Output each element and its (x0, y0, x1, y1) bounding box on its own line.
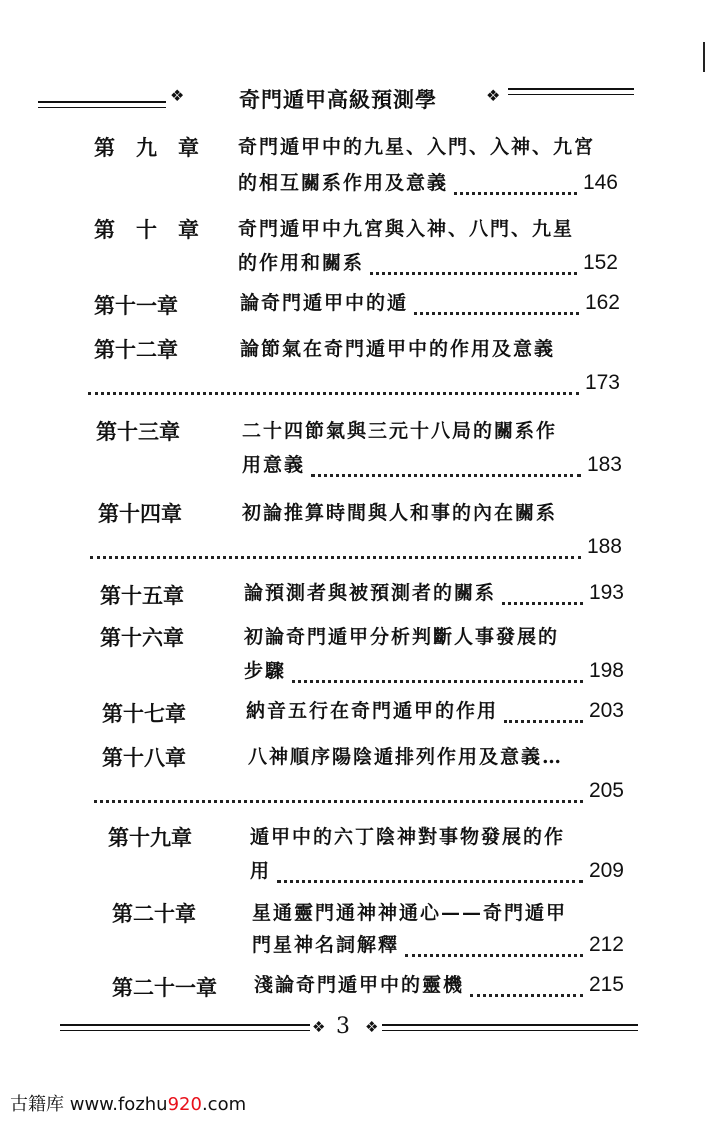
header-rule-right (508, 88, 634, 95)
chapter-title-leader (254, 972, 624, 998)
page-number: 212 (588, 933, 624, 956)
chapter-label: 第 九 章 (94, 135, 199, 160)
chapter-title-line: 奇門遁甲中的九星、入門、入神、九宮 (238, 136, 596, 158)
chapter-title-line: 步驟 (244, 660, 287, 682)
knot-ornament-icon: ❖ (312, 1018, 326, 1036)
chapter-label: 第十一章 (94, 293, 178, 318)
chapter-title-line: 初論推算時間與人和事的內在關系 (242, 502, 558, 524)
chapter-title-line: 用意義 (242, 454, 306, 476)
watermark-url-accent: 920 (167, 1094, 202, 1115)
site-watermark (10, 1090, 246, 1116)
dot-leader (405, 940, 583, 957)
dot-leader (311, 460, 581, 477)
dot-leader (414, 298, 579, 315)
chapter-title-line: 論節氣在奇門遁甲中的作用及意義 (240, 338, 556, 360)
chapter-title-line: 納音五行在奇門遁甲的作用 (246, 700, 499, 722)
dot-leader (370, 258, 577, 275)
page-number: 198 (588, 659, 624, 682)
page-number: 162 (584, 291, 620, 314)
footer-rule-left (60, 1024, 310, 1031)
chapter-title-line: 淺論奇門遁甲中的靈機 (254, 974, 465, 996)
page-number: 146 (582, 171, 618, 194)
chapter-label: 第十八章 (102, 745, 186, 770)
knot-ornament-icon: ❖ (170, 86, 185, 105)
chapter-title-leader (240, 290, 620, 316)
page-number: 193 (588, 581, 624, 604)
chapter-title-leader (244, 580, 624, 606)
running-header (38, 84, 634, 114)
chapter-title-line: 奇門遁甲中九宮與入神、八門、九星 (238, 218, 575, 240)
watermark-url-prefix: www.fozhu (69, 1094, 168, 1115)
scan-edge-mark (703, 42, 705, 72)
page-footer (60, 1014, 638, 1044)
chapter-title-line: 的相互關系作用及意義 (238, 172, 449, 194)
page-number: 205 (588, 779, 624, 802)
chapter-title-line: 論預測者與被預測者的關系 (244, 582, 497, 604)
chapter-title-leader (250, 858, 624, 884)
footer-rule-right (382, 1024, 638, 1031)
dot-leader (90, 542, 581, 559)
watermark-site-name: 古籍库 (10, 1094, 64, 1115)
page-number: 188 (586, 535, 622, 558)
folio-page-number: 3 (336, 1014, 350, 1039)
chapter-title-line: 八神順序陽陰遁排列作用及意義… (248, 746, 564, 768)
chapter-title-leader (90, 534, 622, 560)
chapter-title-leader (88, 370, 620, 396)
dot-leader (94, 786, 583, 803)
chapter-title-line: 的作用和關系 (238, 252, 365, 274)
page-number: 152 (582, 251, 618, 274)
page-number: 183 (586, 453, 622, 476)
chapter-label: 第 十 章 (94, 217, 199, 242)
chapter-title-leader (238, 250, 618, 276)
chapter-title-leader (246, 698, 624, 724)
chapter-label: 第十九章 (108, 825, 192, 850)
chapter-label: 第十七章 (102, 701, 186, 726)
watermark-url-suffix: .com (201, 1094, 247, 1115)
chapter-label: 第十三章 (96, 419, 180, 444)
chapter-title-leader (238, 170, 618, 196)
header-rule-left (38, 101, 166, 108)
chapter-title-line: 用 (250, 860, 272, 882)
dot-leader (504, 706, 583, 723)
chapter-title-line: 二十四節氣與三元十八局的關系作 (242, 420, 558, 442)
dot-leader (454, 178, 577, 195)
chapter-title-line: 星通靈門通神神通心——奇門遁甲 (252, 902, 568, 924)
chapter-label: 第十五章 (100, 583, 184, 608)
chapter-title-leader (242, 452, 622, 478)
chapter-label: 第二十章 (112, 901, 196, 926)
chapter-title-line: 遁甲中的六丁陰神對事物發展的作 (250, 826, 566, 848)
chapter-label: 第二十一章 (112, 975, 217, 1000)
chapter-title-line: 初論奇門遁甲分析判斷人事發展的 (244, 626, 560, 648)
dot-leader (502, 588, 583, 605)
chapter-label: 第十六章 (100, 625, 184, 650)
page-number: 215 (588, 973, 624, 996)
chapter-title-leader (252, 932, 624, 958)
knot-ornament-icon: ❖ (486, 86, 501, 105)
page-number: 173 (584, 371, 620, 394)
page-number: 203 (588, 699, 624, 722)
dot-leader (470, 980, 583, 997)
chapter-title-line: 論奇門遁甲中的遁 (240, 292, 409, 314)
book-title: 奇門遁甲高級預測學 (239, 87, 437, 112)
dot-leader (292, 666, 583, 683)
dot-leader (277, 866, 583, 883)
chapter-title-leader (244, 658, 624, 684)
page-number: 209 (588, 859, 624, 882)
knot-ornament-icon: ❖ (365, 1018, 379, 1036)
chapter-label: 第十二章 (94, 337, 178, 362)
dot-leader (88, 378, 579, 395)
chapter-title-line: 門星神名詞解釋 (252, 934, 400, 956)
chapter-title-leader (94, 778, 624, 804)
chapter-label: 第十四章 (98, 501, 182, 526)
